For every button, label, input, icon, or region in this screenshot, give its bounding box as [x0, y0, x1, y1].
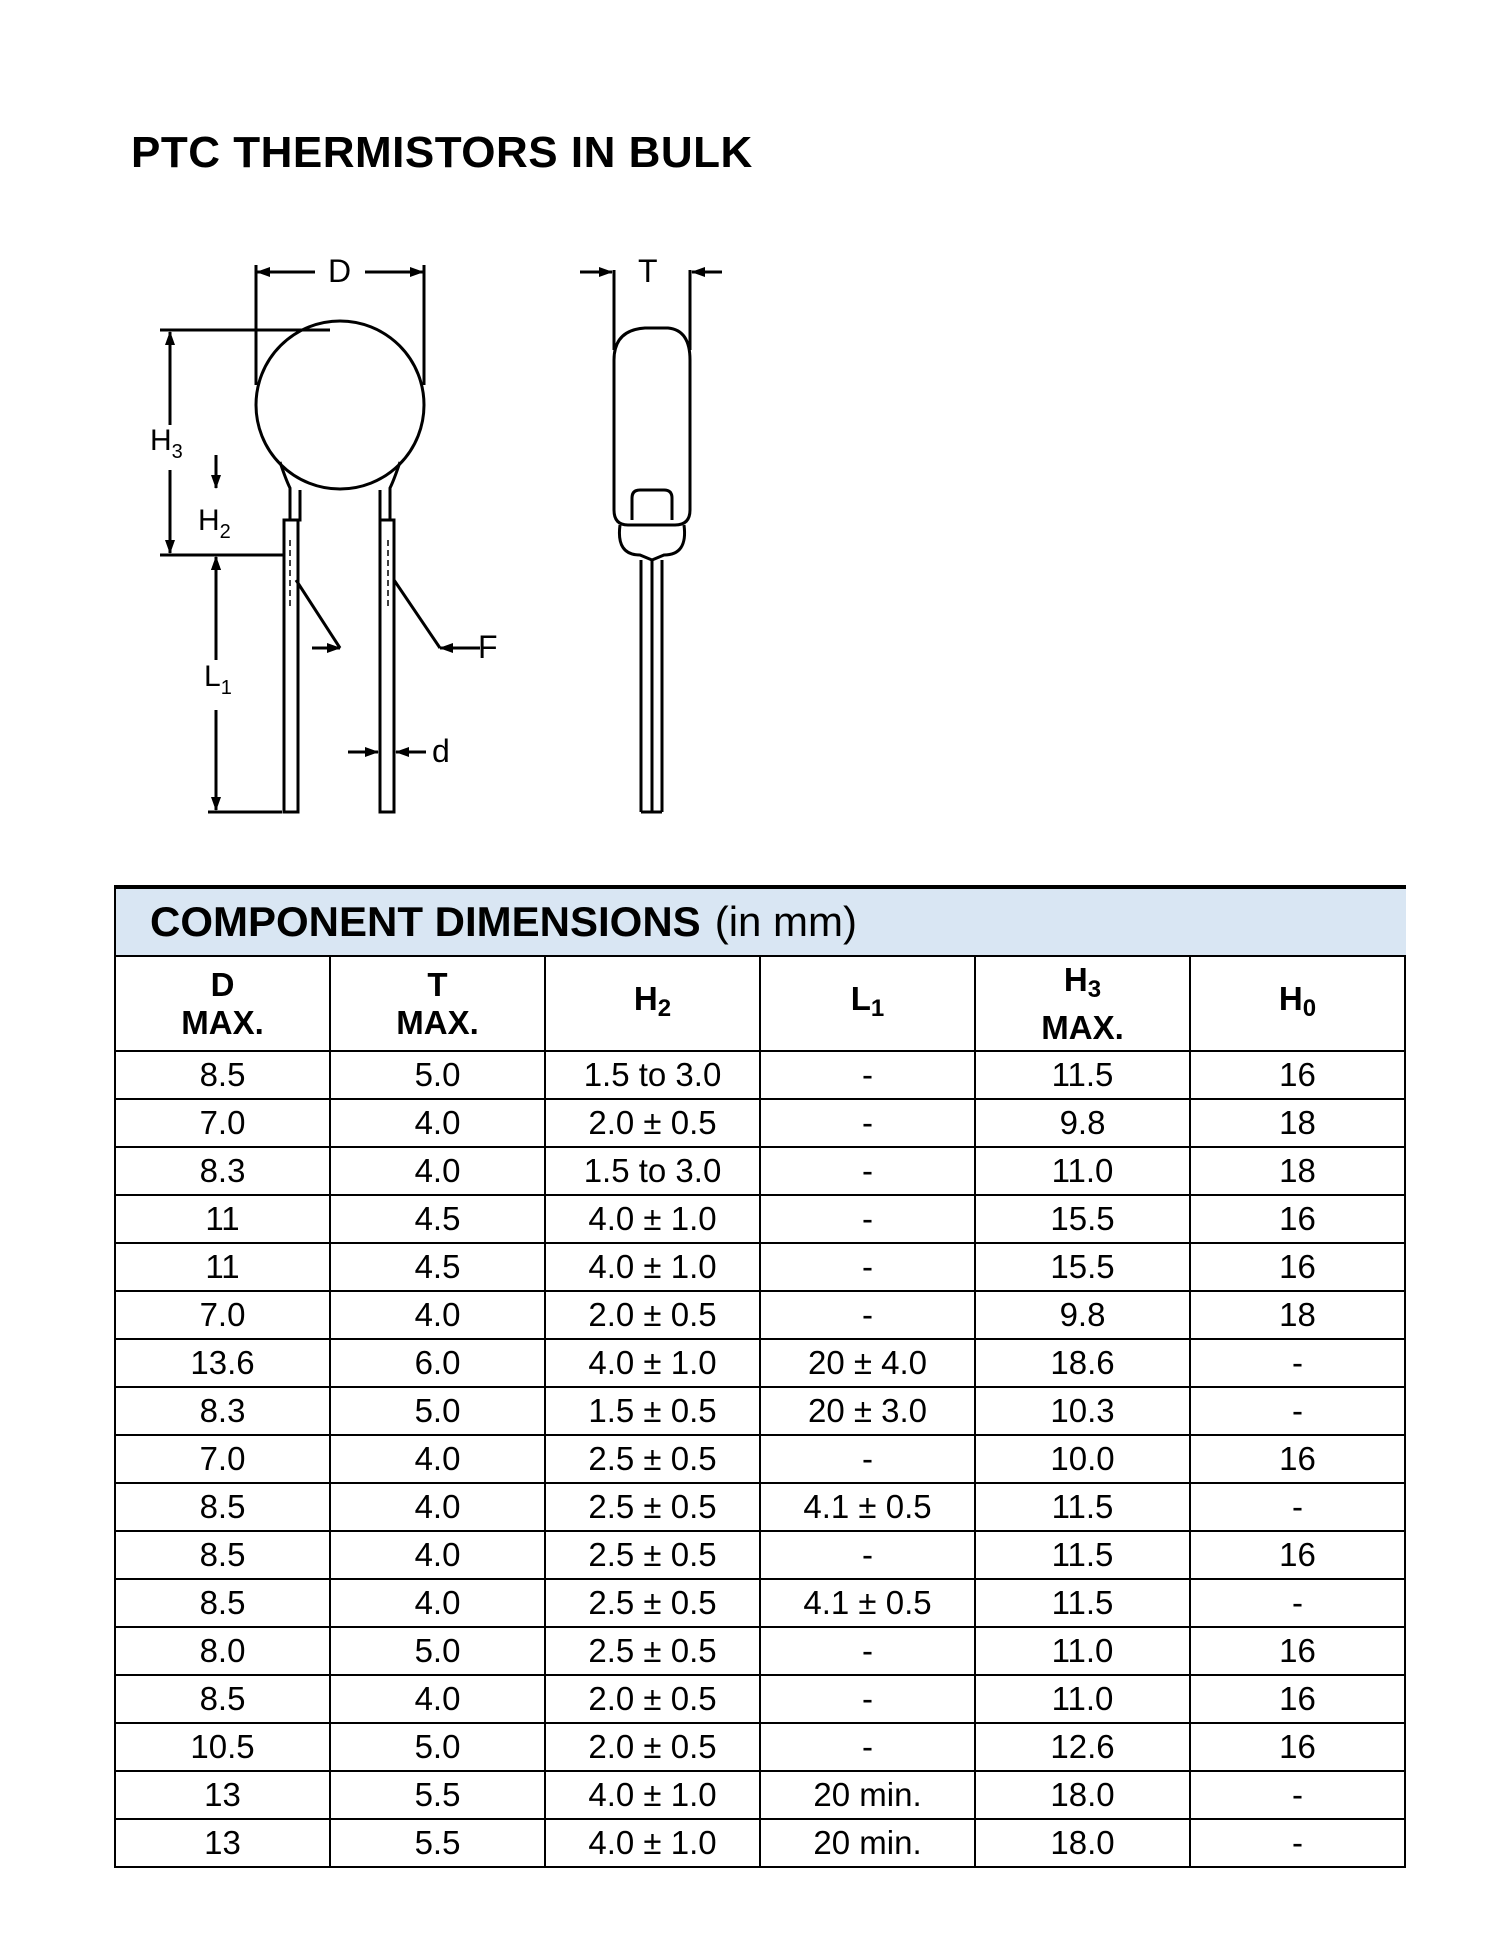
cell-h0: 18	[1190, 1147, 1405, 1195]
cell-t-max: 4.0	[330, 1099, 545, 1147]
cell-h2: 2.0 ± 0.5	[545, 1099, 760, 1147]
cell-d-max: 8.5	[115, 1483, 330, 1531]
cell-t-max: 4.5	[330, 1195, 545, 1243]
cell-t-max: 5.0	[330, 1723, 545, 1771]
table-row	[115, 1435, 1405, 1483]
cell-h0: 16	[1190, 1531, 1405, 1579]
cell-d-max: 8.5	[115, 1579, 330, 1627]
component-dimensions-section	[114, 885, 1406, 1868]
table-row	[115, 1483, 1405, 1531]
cell-t-max: 4.0	[330, 1483, 545, 1531]
cell-h3-max: 15.5	[975, 1195, 1190, 1243]
cell-h2: 2.5 ± 0.5	[545, 1531, 760, 1579]
cell-t-max: 5.5	[330, 1771, 545, 1819]
cell-d-max: 8.5	[115, 1531, 330, 1579]
cell-h2: 1.5 to 3.0	[545, 1051, 760, 1099]
dimensions-table	[114, 955, 1406, 1868]
cell-h0: 16	[1190, 1195, 1405, 1243]
cell-h3-max: 11.0	[975, 1675, 1190, 1723]
cell-h0: 16	[1190, 1051, 1405, 1099]
cell-h2: 1.5 to 3.0	[545, 1147, 760, 1195]
cell-l1: 4.1 ± 0.5	[760, 1483, 975, 1531]
cell-h2: 1.5 ± 0.5	[545, 1387, 760, 1435]
label-d: D	[328, 253, 352, 289]
cell-l1: 20 min.	[760, 1771, 975, 1819]
table-row	[115, 1771, 1405, 1819]
label-h3: $H_3$	[150, 424, 183, 463]
cell-l1: -	[760, 1435, 975, 1483]
cell-l1: -	[760, 1195, 975, 1243]
cell-d-max: 8.0	[115, 1627, 330, 1675]
cell-h2: 2.5 ± 0.5	[545, 1627, 760, 1675]
cell-l1: -	[760, 1051, 975, 1099]
cell-d-max: 13.6	[115, 1339, 330, 1387]
cell-h3-max: 18.0	[975, 1771, 1190, 1819]
cell-h0: 16	[1190, 1675, 1405, 1723]
cell-h2: 2.5 ± 0.5	[545, 1483, 760, 1531]
cell-h3-max: 9.8	[975, 1291, 1190, 1339]
cell-h3-max: 11.0	[975, 1627, 1190, 1675]
col-l1: $L_1$	[760, 956, 975, 1051]
cell-h2: 4.0 ± 1.0	[545, 1339, 760, 1387]
cell-d-max: 8.5	[115, 1051, 330, 1099]
cell-h3-max: 11.5	[975, 1531, 1190, 1579]
cell-h3-max: 11.5	[975, 1051, 1190, 1099]
cell-h3-max: 11.0	[975, 1147, 1190, 1195]
cell-h0: 16	[1190, 1627, 1405, 1675]
cell-t-max: 4.0	[330, 1435, 545, 1483]
col-t: T MAX.	[330, 956, 545, 1051]
table-row	[115, 1099, 1405, 1147]
label-t: T	[638, 253, 658, 289]
table-row	[115, 1147, 1405, 1195]
cell-h3-max: 12.6	[975, 1723, 1190, 1771]
table-body	[115, 1051, 1405, 1867]
cell-h3-max: 11.5	[975, 1579, 1190, 1627]
table-title-unit: (in mm)	[714, 898, 858, 945]
cell-h0: -	[1190, 1819, 1405, 1867]
cell-t-max: 4.0	[330, 1531, 545, 1579]
cell-h0: 16	[1190, 1723, 1405, 1771]
cell-t-max: 4.0	[330, 1675, 545, 1723]
cell-h0: -	[1190, 1339, 1405, 1387]
label-h2: $H_2$	[198, 504, 231, 543]
cell-d-max: 8.5	[115, 1675, 330, 1723]
cell-d-max: 13	[115, 1819, 330, 1867]
cell-h3-max: 10.0	[975, 1435, 1190, 1483]
cell-d-max: 10.5	[115, 1723, 330, 1771]
cell-l1: -	[760, 1291, 975, 1339]
label-f: F	[478, 629, 498, 665]
front-view-body	[256, 321, 424, 520]
table-row	[115, 1675, 1405, 1723]
table-row	[115, 1339, 1405, 1387]
cell-t-max: 5.0	[330, 1387, 545, 1435]
col-h2: $H_2$	[545, 956, 760, 1051]
cell-h2: 2.5 ± 0.5	[545, 1579, 760, 1627]
cell-t-max: 4.0	[330, 1147, 545, 1195]
cell-l1: -	[760, 1675, 975, 1723]
table-title: COMPONENT DIMENSIONS	[150, 898, 701, 945]
label-small-d: d	[432, 733, 450, 769]
cell-h0: -	[1190, 1387, 1405, 1435]
table-row	[115, 1579, 1405, 1627]
cell-h2: 4.0 ± 1.0	[545, 1195, 760, 1243]
cell-h3-max: 15.5	[975, 1243, 1190, 1291]
cell-h2: 2.0 ± 0.5	[545, 1291, 760, 1339]
col-d: D MAX.	[115, 956, 330, 1051]
cell-h3-max: 11.5	[975, 1483, 1190, 1531]
cell-t-max: 4.0	[330, 1291, 545, 1339]
cell-h0: -	[1190, 1771, 1405, 1819]
cell-l1: -	[760, 1099, 975, 1147]
col-h3: $H_3$ MAX.	[975, 956, 1190, 1051]
cell-d-max: 7.0	[115, 1291, 330, 1339]
side-view-body	[614, 328, 690, 812]
cell-h3-max: 18.6	[975, 1339, 1190, 1387]
cell-h2: 2.5 ± 0.5	[545, 1435, 760, 1483]
cell-d-max: 11	[115, 1243, 330, 1291]
table-row	[115, 1243, 1405, 1291]
table-row	[115, 1819, 1405, 1867]
table-row	[115, 1531, 1405, 1579]
cell-t-max: 5.0	[330, 1051, 545, 1099]
cell-l1: -	[760, 1723, 975, 1771]
cell-h2: 4.0 ± 1.0	[545, 1771, 760, 1819]
cell-l1: 4.1 ± 0.5	[760, 1579, 975, 1627]
table-row	[115, 1051, 1405, 1099]
table-row	[115, 1195, 1405, 1243]
cell-l1: 20 ± 3.0	[760, 1387, 975, 1435]
table-row	[115, 1291, 1405, 1339]
table-row	[115, 1387, 1405, 1435]
cell-h2: 4.0 ± 1.0	[545, 1243, 760, 1291]
cell-l1: -	[760, 1147, 975, 1195]
table-header-row	[115, 956, 1405, 1051]
cell-t-max: 5.5	[330, 1819, 545, 1867]
label-l1: $L_1$	[204, 660, 232, 699]
cell-d-max: 7.0	[115, 1435, 330, 1483]
cell-d-max: 8.3	[115, 1147, 330, 1195]
cell-h0: 16	[1190, 1435, 1405, 1483]
cell-d-max: 11	[115, 1195, 330, 1243]
cell-t-max: 4.0	[330, 1579, 545, 1627]
cell-h2: 2.0 ± 0.5	[545, 1723, 760, 1771]
cell-h0: 18	[1190, 1099, 1405, 1147]
cell-l1: -	[760, 1243, 975, 1291]
cell-h0: -	[1190, 1483, 1405, 1531]
cell-d-max: 7.0	[115, 1099, 330, 1147]
col-h0: $H_0$	[1190, 956, 1405, 1051]
cell-t-max: 4.5	[330, 1243, 545, 1291]
cell-h2: 2.0 ± 0.5	[545, 1675, 760, 1723]
front-view-leads	[284, 520, 394, 812]
page-title: PTC THERMISTORS IN BULK	[131, 128, 753, 177]
table-row	[115, 1723, 1405, 1771]
cell-h0: 16	[1190, 1243, 1405, 1291]
cell-h3-max: 10.3	[975, 1387, 1190, 1435]
cell-d-max: 13	[115, 1771, 330, 1819]
cell-l1: -	[760, 1627, 975, 1675]
table-row	[115, 1627, 1405, 1675]
cell-h2: 4.0 ± 1.0	[545, 1819, 760, 1867]
cell-h3-max: 9.8	[975, 1099, 1190, 1147]
cell-t-max: 6.0	[330, 1339, 545, 1387]
cell-d-max: 8.3	[115, 1387, 330, 1435]
thermistor-dimension-diagram	[0, 0, 1509, 860]
table-title-bar	[114, 885, 1406, 955]
cell-h0: -	[1190, 1579, 1405, 1627]
cell-h3-max: 18.0	[975, 1819, 1190, 1867]
cell-l1: 20 min.	[760, 1819, 975, 1867]
cell-l1: 20 ± 4.0	[760, 1339, 975, 1387]
cell-l1: -	[760, 1531, 975, 1579]
cell-t-max: 5.0	[330, 1627, 545, 1675]
cell-h0: 18	[1190, 1291, 1405, 1339]
